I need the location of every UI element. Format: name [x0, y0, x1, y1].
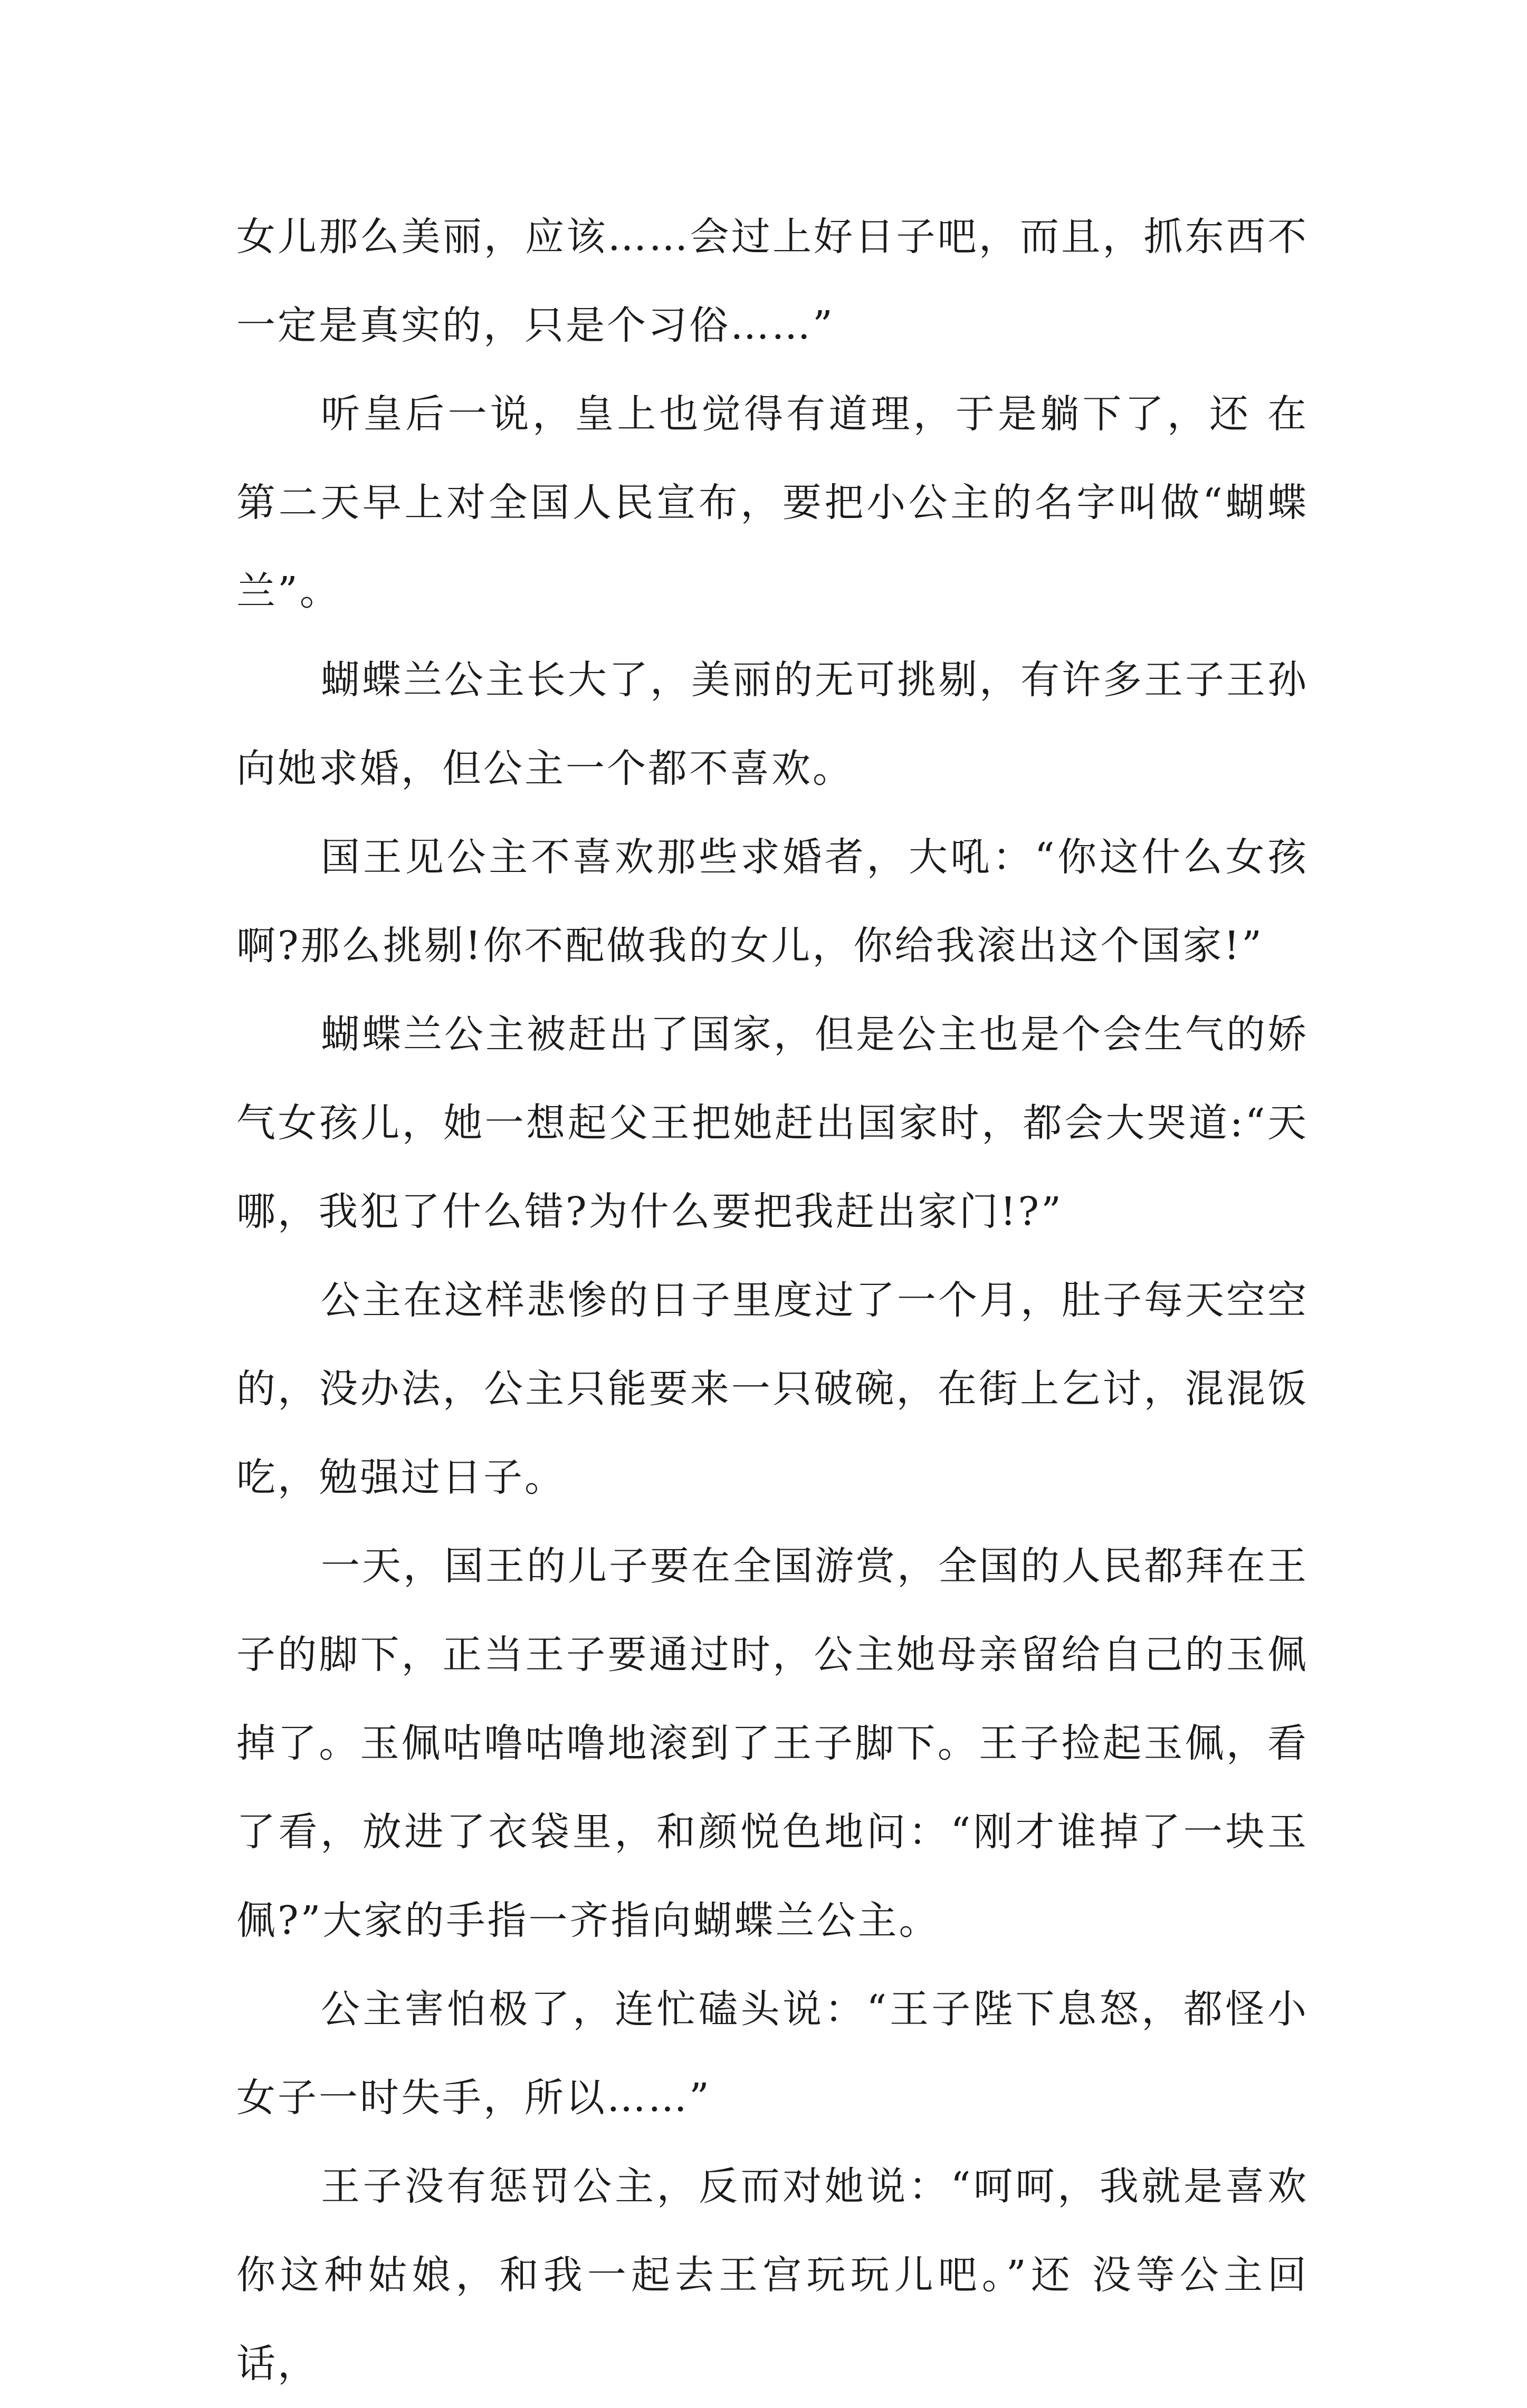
paragraph-3: 蝴蝶兰公主长大了，美丽的无可挑剔，有许多王子王孙向她求婚，但公主一个都不喜欢。	[236, 657, 1309, 791]
paragraph-6: 公主在这样悲惨的日子里度过了一个月，肚子每天空空的，没办法，公主只能要来一只破碗，在街上乞讨，混混饭吃，勉强过日子。	[236, 1278, 1309, 1500]
paragraph-4: 国王见公主不喜欢那些求婚者，大吼：“你这什么女孩啊?那么挑剔!你不配做我的女儿，你给我滚出这个国家!”	[236, 834, 1309, 968]
paragraph-7: 一天，国王的儿子要在全国游赏，全国的人民都拜在王子的脚下，正当王子要通过时，公主她母亲留给自己的玉佩掉了。玉佩咕噜咕噜地滚到了王子脚下。王子捡起玉佩，看了看，放进了衣袋里，和颜悦色地问：“刚才谁掉了一块玉佩?”大家的手指一齐指向蝴蝶兰公主。	[236, 1543, 1309, 1943]
paragraph-9: 王子没有惩罚公主，反而对她说：“呵呵，我就是喜欢你这种姑娘，和我一起去王宫玩玩儿吧。”还 没等公主回话，	[236, 2164, 1309, 2386]
paragraph-1: 女儿那么美丽，应该……会过上好日子吧，而且，抓东西不一定是真实的，只是个习俗……”	[236, 214, 1309, 348]
paragraph-5: 蝴蝶兰公主被赶出了国家，但是公主也是个会生气的娇气女孩儿，她一想起父王把她赶出国家时，都会大哭道:“天哪，我犯了什么错?为什么要把我赶出家门!?”	[236, 1012, 1309, 1234]
document-page	[236, 193, 1309, 2408]
paragraph-2: 听皇后一说，皇上也觉得有道理，于是躺下了，还 在第二天早上对全国人民宣布，要把小公主的名字叫做“蝴蝶兰”。	[236, 391, 1309, 614]
paragraph-8: 公主害怕极了，连忙磕头说：“王子陛下息怒，都怪小女子一时失手，所以……”	[236, 1987, 1309, 2121]
